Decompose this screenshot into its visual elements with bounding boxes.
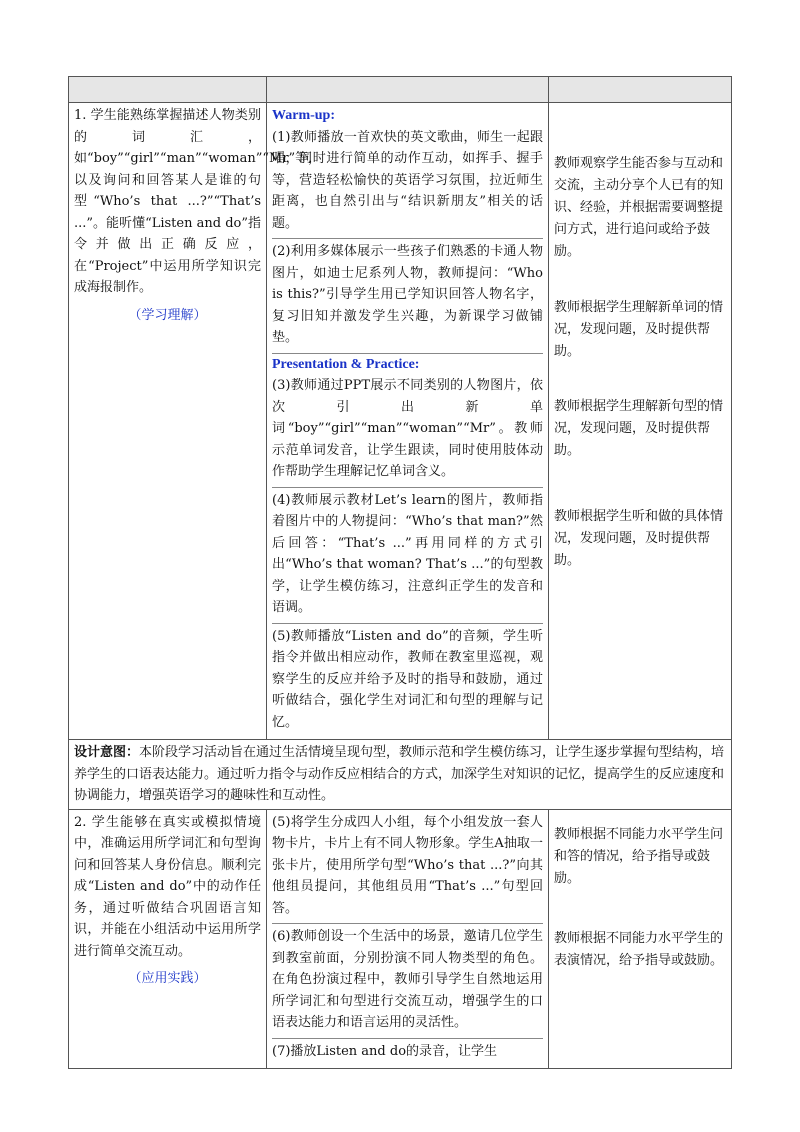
section1-row — [69, 103, 732, 740]
section2-row — [69, 809, 732, 1069]
design-intent-cell — [69, 740, 732, 810]
eval-2: 教师根据学生理解新单词的情况，发现问题，及时提供帮助。 — [554, 300, 724, 359]
section1-eval-cell — [549, 103, 732, 740]
section2-eval-cell — [549, 809, 732, 1069]
design-intent-text: 本阶段学习活动旨在通过生活情境呈现句型，教师示范和学生模仿练习，让学生逐步掌握句型结构，培养学生的口语表达能力。通过听力指令与动作反应相结合的方式，加深学生对知识的记忆，提高学生的反应速度和协调能力，增强英语学习的趣味性和互动性。 — [74, 745, 725, 803]
activity-4: (4)教师展示教材Let’s learn的图片，教师指着图片中的人物提问：“Who’s that man?”然后回答：“That’s ...”再用同样的方式引出“Who’s that woman? That’s ...”的句型教学，让学生模仿练习，注意纠正学生的发音和语调。 — [272, 487, 543, 619]
lesson-plan-table — [68, 76, 732, 1069]
section1-goal-tag: （学习理解） — [128, 307, 207, 323]
header-cell-eval — [549, 77, 732, 103]
activity-1: (1)教师播放一首欢快的英文歌曲，师生一起跟唱，同时进行简单的动作互动，如挥手、握手等，营造轻松愉快的英语学习氛围，拉近师生距离，也自然引出与“结识新朋友”相关的话题。 — [272, 129, 543, 231]
section2-goal-tag: （应用实践） — [128, 971, 207, 986]
activity-7: (7)播放Listen and do的录音，让学生 — [272, 1038, 543, 1063]
warmup-heading: Warm-up: — [272, 108, 335, 123]
section1-goal-text: 1. 学生能熟练掌握描述人物类别的词汇，如“boy”“girl”“man”“woman”“Mr”等，以及询问和回答某人是谁的句型“Who’s that ...?”“That’s ...”。能听懂“Listen and do”指令并做出正确反应，在“Project”中运用所学知识完成海报制作。 — [74, 108, 322, 295]
activity-6: (6)教师创设一个生活中的场景，邀请几位学生到教室前面，分别扮演不同人物类型的角色。在角色扮演过程中，教师引导学生自然地运用所学词汇和句型进行交流互动，增强学生的口语表达能力和语言运用的灵活性。 — [272, 923, 543, 1034]
presentation-heading: Presentation & Practice: — [272, 353, 543, 376]
eval-4: 教师根据学生听和做的具体情况，发现问题，及时提供帮助。 — [554, 509, 724, 568]
eval-3: 教师根据学生理解新句型的情况，发现问题，及时提供帮助。 — [554, 399, 724, 458]
activity-3: (3)教师通过PPT展示不同类别的人物图片，依次引出新单词“boy”“girl”“man”“woman”“Mr”。教师示范单词发音，让学生跟读，同时使用肢体动作帮助学生理解记忆单词含义。 — [272, 378, 543, 479]
activity-5b: (5)将学生分成四人小组，每个小组发放一套人物卡片，卡片上有不同人物形象。学生A抽取一张卡片，使用所学句型“Who’s that ...?”向其他组员提问，其他组员用“That’s ...”句型回答。 — [272, 814, 543, 916]
section1-activity-cell — [267, 103, 549, 740]
design-intent-row — [69, 740, 732, 810]
section2-goal-cell — [69, 809, 267, 1069]
eval-1: 教师观察学生能否参与互动和交流，主动分享个人已有的知识、经验，并根据需要调整提问方式，进行追问或给予鼓励。 — [554, 156, 724, 259]
section2-activity-cell — [267, 809, 549, 1069]
eval-5: 教师根据不同能力水平学生问和答的情况，给予指导或鼓励。 — [554, 826, 724, 886]
section2-goal-text: 2. 学生能够在真实或模拟情境中，准确运用所学词汇和句型询问和回答某人身份信息。顺利完成“Listen and do”中的动作任务，通过听做结合巩固语言知识，并能在小组活动中运用所学进行简单交流互动。 — [74, 814, 261, 959]
header-row — [69, 77, 732, 103]
eval-6: 教师根据不同能力水平学生的表演情况，给予指导或鼓励。 — [554, 930, 724, 968]
header-cell-activity — [267, 77, 549, 103]
header-cell-goal — [69, 77, 267, 103]
activity-2: (2)利用多媒体展示一些孩子们熟悉的卡通人物图片，如迪士尼系列人物，教师提问：“Who is this?”引导学生用已学知识回答人物名字，复习旧知并激发学生兴趣，为新课学习做铺垫。 — [272, 238, 543, 349]
activity-5: (5)教师播放“Listen and do”的音频，学生听指令并做出相应动作，教师在教室里巡视，观察学生的反应并给予及时的指导和鼓励，通过听做结合，强化学生对词汇和句型的理解与记忆。 — [272, 623, 543, 734]
design-intent-label: 设计意图： — [74, 745, 140, 760]
